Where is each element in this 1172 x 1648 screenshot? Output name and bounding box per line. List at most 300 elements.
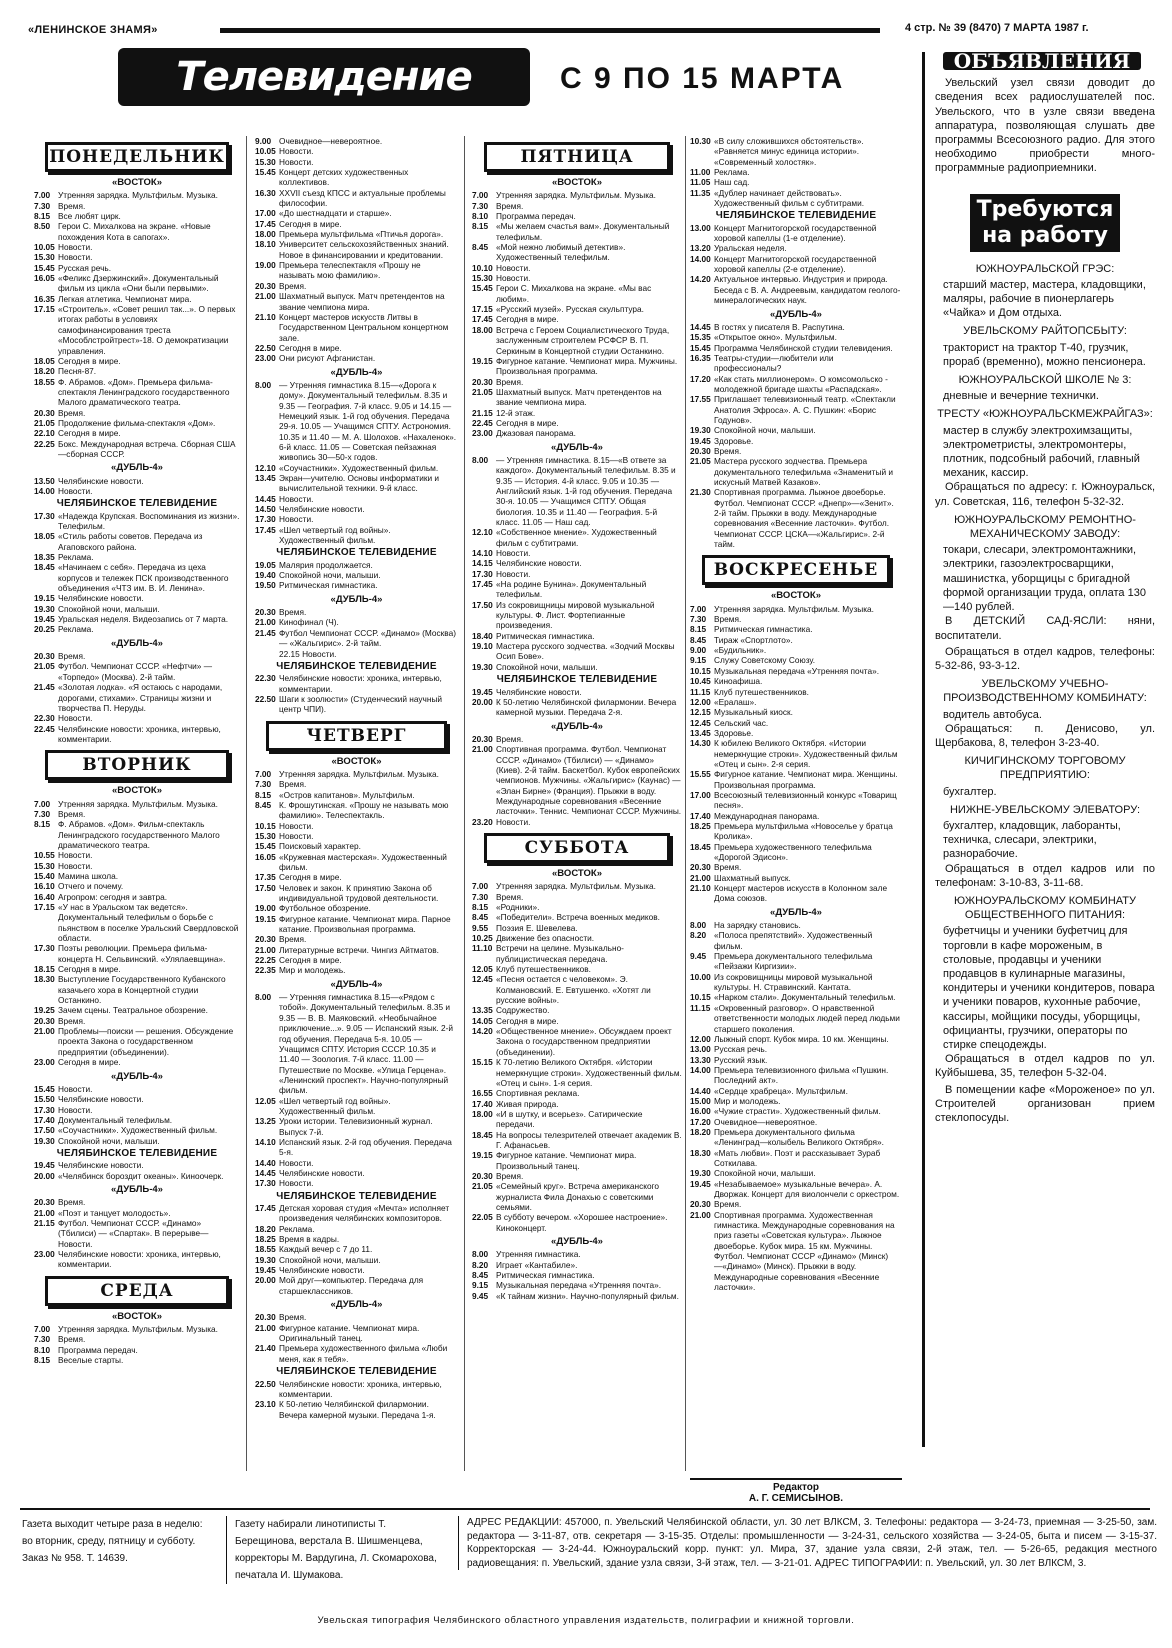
- program-time: 8.15: [472, 902, 489, 912]
- program-time: 17.15: [34, 902, 55, 912]
- program-title: Спокойной ночи, малыши.: [279, 1254, 381, 1265]
- program-title: Новости.: [279, 1157, 314, 1168]
- editor-name: А. Г. СЕМИСЫНОВ.: [748, 1493, 844, 1504]
- program-time: 17.30: [255, 514, 276, 525]
- program-item: [472, 1026, 682, 1057]
- program-time: 21.00: [690, 872, 711, 883]
- program-item: [255, 1255, 458, 1265]
- program-title: Русская речь.: [58, 262, 112, 273]
- program-title: Шаги к зоолюсти» (Студенческий научный центр ЧПИ).: [279, 693, 443, 715]
- program-title: Клуб путешественников.: [496, 964, 591, 975]
- program-title: «Челябинск бороздит океаны». Киноочерк.: [58, 1170, 224, 1181]
- program-item: [34, 1218, 240, 1249]
- program-item: [690, 930, 902, 951]
- program-item: [255, 188, 458, 209]
- program-title: «Дублер начинает действовать». Художественный фильм с субтитрами.: [714, 187, 865, 209]
- program-title: Они рисуют Афганистан.: [279, 353, 376, 364]
- program-time: 17.30: [34, 943, 55, 954]
- program-time: 17.00: [255, 208, 276, 219]
- program-item: [255, 1265, 458, 1275]
- program-title: Новости.: [279, 146, 314, 157]
- program-title: Футбол. Чемпионат СССР. «Динамо» (Тбилиси) — «Спартак». В перерыве—Новости.: [58, 1217, 209, 1249]
- program-item: [690, 873, 902, 883]
- program-time: 19.25: [34, 1005, 55, 1016]
- program-item: [34, 682, 240, 713]
- program-title: Время.: [58, 1334, 86, 1345]
- program-title: Спортивная программа. Футбол. Чемпионат СССР. «Динамо» (Тбилиси) — «Динамо» (Киев). 2-й тайм. Баскетбол. Кубок европейских чемпионов. Мужчины. «Жальгирис» (Каунас) — «Элан Бирне» (Франция). Прыжки в воду. Международные соревнования «Весенние ласточки». Теннис. Чемпионат СССР. Мужчины.: [496, 744, 682, 817]
- program-item: [690, 243, 902, 253]
- program-item: [34, 1324, 240, 1334]
- program-time: 15.45: [34, 262, 55, 273]
- program-item: [472, 744, 682, 816]
- program-title: Время.: [714, 614, 742, 625]
- program-time: 10.15: [255, 820, 276, 831]
- program-time: 14.05: [472, 1015, 493, 1026]
- program-title: «Как стать миллионером». О комсомольско - молодежной бригаде шахты «Распадская».: [714, 373, 888, 394]
- program-item: [472, 1016, 682, 1026]
- program-time: 15.45: [34, 1083, 55, 1094]
- program-item: [472, 1109, 682, 1130]
- program-title: Из сокровищницы мировой музыкальной культуры. Н. Стравинский. Кантата.: [714, 971, 873, 993]
- program-time: 14.45: [255, 493, 276, 504]
- program-item: [34, 943, 240, 964]
- employer-title: УВЕЛЬСКОМУ УЧЕБНО-ПРОИЗВОДСТВЕННОМУ КОМБИНАТУ:: [943, 678, 1147, 705]
- day-title: ВТОРНИК: [45, 750, 228, 780]
- program-item: [34, 1026, 240, 1057]
- channel-title: «ДУБЛЬ-4»: [770, 308, 822, 320]
- program-time: 14.45: [690, 321, 711, 332]
- program-item: [255, 1399, 458, 1420]
- program-item: [472, 902, 682, 912]
- program-title: Премьера художественного телефильма «Дорогой Эдисон».: [714, 841, 872, 862]
- program-item: [34, 1249, 240, 1270]
- program-title: Время.: [279, 280, 307, 291]
- program-list: [255, 136, 458, 364]
- program-item: [472, 1057, 682, 1088]
- program-item: [472, 933, 682, 943]
- program-title: Содружество.: [496, 1005, 550, 1016]
- program-item: [34, 624, 240, 634]
- channel-title: «ВОСТОК»: [331, 755, 382, 767]
- program-item: [34, 242, 240, 252]
- job-list: бухгалтер.: [943, 785, 997, 798]
- program-title: Новости.: [58, 485, 93, 496]
- program-title: Премьера телеспектакля «Прошу не называть мою фамилию».: [279, 260, 421, 281]
- program-time: 16.55: [472, 1088, 493, 1099]
- program-item: [255, 281, 458, 291]
- program-title: Агропром: сегодня и завтра.: [58, 891, 168, 902]
- program-item: [472, 211, 682, 221]
- program-title: Футбол. Чемпионат СССР. «Нефтчи» — «Торпедо» (Москва). 2-й тайм.: [58, 661, 212, 682]
- program-time: 21.15: [34, 1217, 55, 1228]
- program-time: 9.00: [255, 136, 272, 146]
- program-title: Мир и молодежь.: [714, 1095, 781, 1106]
- program-item: [472, 387, 682, 408]
- program-time: 15.55: [690, 769, 711, 780]
- channel-title: «ВОСТОК»: [552, 177, 602, 188]
- program-item: [472, 428, 682, 438]
- program-time: 10.45: [690, 676, 711, 687]
- program-item: [255, 260, 458, 281]
- program-title: Малярия продолжается.: [279, 559, 373, 570]
- program-time: 10.15: [690, 992, 711, 1003]
- program-title: Премьера мультфильма «Птичья дорога».: [279, 229, 444, 240]
- program-item: [255, 779, 458, 789]
- program-title: «Надежда Крупская. Воспоминания из жизни». Телефильм.: [58, 510, 240, 531]
- program-time: 19.45: [472, 686, 493, 697]
- schedule-text: Газета выходит четыре раза в неделю: во вторник, среду, пятницу и субботу.: [22, 1519, 203, 1547]
- program-list: [255, 1203, 458, 1296]
- program-item: [472, 1171, 682, 1181]
- program-list: [34, 799, 240, 1068]
- program-title: «Шел четвертый год войны». Художественный фильм.: [279, 1095, 391, 1116]
- program-title: Движение без опасности.: [496, 933, 595, 944]
- program-time: 10.05: [255, 146, 276, 157]
- program-title: «Полоса препятствий». Художественный фильм.: [714, 930, 873, 951]
- program-title: Новости.: [58, 860, 93, 871]
- program-title: Русская речь.: [714, 1044, 768, 1055]
- program-time: 15.45: [472, 283, 493, 294]
- section-title: ЧЕЛЯБИНСКОЕ ТЕЛЕВИДЕНИЕ: [715, 210, 877, 222]
- program-title: «Общественное мнение». Обсуждаем проект Закона о государственном предприятии (объединении).: [496, 1026, 672, 1057]
- day-title: ПЯТНИЦА: [484, 142, 671, 172]
- program-time: 12.05: [472, 964, 493, 975]
- program-time: 8.20: [472, 1259, 489, 1270]
- program-item: [34, 1345, 240, 1355]
- program-item: [34, 1208, 240, 1218]
- program-title: Футбольное обозрение.: [279, 903, 371, 914]
- program-title: Реклама.: [58, 552, 94, 563]
- program-title: «Незабываемое» музыкальные вечера». А. Дворжак. Концерт для виолончели с оркестром.: [714, 1178, 900, 1199]
- program-item: [34, 428, 240, 438]
- program-item: [34, 418, 240, 428]
- program-time: 7.30: [34, 1334, 51, 1345]
- program-time: 21.00: [472, 744, 493, 755]
- program-title: Мир и молодежь.: [279, 965, 346, 976]
- program-title: Новости.: [279, 820, 314, 831]
- program-item: [34, 1105, 240, 1115]
- program-item: [472, 881, 682, 891]
- program-title: Новости.: [279, 514, 314, 525]
- program-time: 14.15: [472, 558, 493, 569]
- program-time: [255, 649, 279, 659]
- program-time: 8.00: [255, 379, 272, 390]
- program-title: Время.: [714, 862, 742, 873]
- program-item: [690, 374, 902, 395]
- program-list: [34, 1324, 240, 1365]
- program-item: [690, 604, 902, 614]
- program-item: [255, 353, 458, 363]
- program-time: 13.25: [255, 1116, 276, 1127]
- program-item: [34, 964, 240, 974]
- program-time: 8.15: [34, 211, 51, 222]
- program-item: [34, 1125, 240, 1135]
- program-time: 21.00: [255, 617, 276, 628]
- program-item: [34, 1016, 240, 1026]
- program-item: [34, 486, 240, 496]
- program-title: К 70-летию Великого Октября. «Истории немеркнущие строки». Художественный фильм. «Отец и сын». 1-я серия.: [496, 1057, 682, 1088]
- program-item: [255, 473, 458, 494]
- program-title: «Поэт и танцует молодость».: [58, 1207, 171, 1218]
- program-item: [34, 294, 240, 304]
- program-title: Фигурное катание. Чемпионат мира. Женщины. Произвольная программа.: [714, 769, 898, 790]
- program-title: «Феликс Дзержинский». Документальный фильм из цикла «Они были первыми».: [58, 273, 219, 294]
- program-list: [472, 881, 682, 1233]
- program-title: Ф. Абрамов. «Дом». Фильм-спектакль Ленинградского государственного Малого драматического театра.: [58, 819, 220, 850]
- program-time: 17.30: [34, 510, 55, 521]
- program-item: [34, 902, 240, 943]
- program-time: 13.45: [255, 473, 276, 483]
- program-list: [690, 223, 902, 306]
- program-title: «Соучастники». Художественный фильм.: [279, 462, 439, 473]
- program-title: Всесоюзный телевизионный конкурс «Товарищ песня».: [714, 789, 897, 811]
- program-item: [34, 304, 240, 356]
- job-list: тракторист на трактор Т-40, грузчик, прораб (временно), можно пенсионера.: [943, 341, 1146, 368]
- program-item: [690, 254, 902, 275]
- program-time: 18.20: [255, 1223, 276, 1234]
- program-time: 18.45: [472, 1129, 493, 1140]
- program-title: «Мы желаем счастья вам». Документальный телефильм.: [496, 221, 670, 242]
- program-time: 19.15: [255, 913, 276, 924]
- program-item: [255, 628, 458, 649]
- program-item: [690, 487, 902, 549]
- program-title: Поэзия Е. Шевелева.: [496, 922, 578, 933]
- program-time: 20.00: [472, 696, 493, 707]
- program-item: [690, 1199, 902, 1209]
- program-title: Реклама.: [58, 624, 94, 635]
- program-title: Челябинские новости: хроника, интервью, комментарии.: [58, 723, 221, 744]
- day-title: ЧЕТВЕРГ: [266, 721, 447, 751]
- program-time: 18.05: [34, 531, 55, 542]
- tv-title: Телевидение: [118, 48, 530, 106]
- program-time: 20.30: [472, 1170, 493, 1181]
- program-time: 8.10: [34, 1344, 51, 1355]
- program-time: 13.50: [34, 475, 55, 486]
- editor-role: Редактор: [773, 1482, 819, 1493]
- program-item: [690, 842, 902, 863]
- channel-title: «ДУБЛЬ-4»: [551, 1236, 603, 1247]
- program-item: [34, 724, 240, 745]
- program-time: 16.35: [690, 352, 711, 363]
- program-time: 18.30: [34, 974, 55, 985]
- channel-title: «ДУБЛЬ-4»: [330, 366, 383, 378]
- program-item: [690, 223, 902, 244]
- program-item: [255, 649, 458, 659]
- program-time: 8.15: [34, 1355, 51, 1366]
- program-title: Челябинские новости.: [58, 1160, 144, 1171]
- program-time: 16.30: [255, 187, 276, 198]
- program-time: 17.40: [690, 810, 711, 821]
- program-time: 20.30: [34, 1015, 55, 1026]
- program-item: [255, 1275, 458, 1296]
- program-title: Детская хоровая студия «Мечта» исполняет произведения челябинских композиторов.: [279, 1203, 450, 1224]
- employer-title: КИЧИГИНСКОМУ ТОРГОВОМУ ПРЕДПРИЯТИЮ:: [964, 755, 1126, 782]
- program-item: [255, 992, 458, 1095]
- program-item: [472, 923, 682, 933]
- program-title: Челябинские новости.: [279, 504, 365, 515]
- program-title: Международная панорама.: [714, 810, 820, 821]
- program-time: 13.35: [472, 1005, 493, 1016]
- program-title: Концерт мастеров искусств Литвы в Государственном Центральном концертном зале.: [279, 311, 449, 343]
- program-title: Челябинские новости.: [58, 593, 144, 604]
- program-title: Время.: [496, 1170, 524, 1181]
- program-item: [690, 1086, 902, 1096]
- program-time: 17.35: [255, 872, 276, 883]
- program-time: 7.00: [34, 1324, 51, 1335]
- program-title: Зачем сцены. Театральное обозрение.: [58, 1005, 208, 1016]
- program-title: Реклама.: [714, 167, 750, 178]
- program-time: 22.30: [34, 713, 55, 724]
- program-title: «И в шутку, и всерьез». Сатирические передачи.: [496, 1108, 643, 1130]
- program-item: [472, 1130, 682, 1151]
- program-time: 19.00: [255, 903, 276, 914]
- day-title: ВОСКРЕСЕНЬЕ: [702, 555, 890, 585]
- channel-title: «ДУБЛЬ-4»: [111, 637, 163, 649]
- program-title: «Нарком стали». Документальный телефильм.: [714, 992, 896, 1003]
- program-list: [472, 1249, 682, 1301]
- program-time: 18.25: [255, 1234, 276, 1245]
- program-title: В гостях у писателя В. Распутина.: [714, 321, 845, 332]
- program-time: 19.40: [255, 570, 276, 581]
- program-time: 10.05: [34, 242, 55, 253]
- program-time: 18.20: [34, 366, 55, 377]
- program-title: Челябинские новости.: [279, 1265, 365, 1276]
- program-title: Новости.: [279, 1178, 314, 1189]
- program-title: Ритмическая гимнастика.: [496, 1270, 595, 1281]
- program-item: [34, 408, 240, 418]
- program-item: [690, 1179, 902, 1200]
- program-time: 8.45: [472, 1270, 489, 1281]
- program-item: [690, 951, 902, 972]
- program-time: 9.45: [690, 951, 707, 962]
- program-title: Время.: [496, 376, 524, 387]
- program-time: 18.40: [472, 630, 493, 641]
- staff-credits: Газету набирали линотиписты Т. Берещинова, верстала В. Шишменцева, корректоры М. Вардугина, Л. Скомарохова, печатала И. Шумакова.: [226, 1516, 445, 1584]
- program-time: 11.00: [690, 167, 711, 178]
- editorial-address: АДРЕС РЕДАКЦИИ: 457000, п. Увельский Челябинской области, ул. 30 лет ВЛКСМ, 3. Телефоны: редактора — 3-24-73, приемная — 3-25-50, зам. редактора — 3-11-87, отв. секретаря — 3-15-35. Отделы: промышленности — 3-24-31, сельского хозяйства — 3-24-05, быта и писем — 3-15-37. Корректорская — 3-24-44. Южноуральский корр. пункт: ул. Мира, 37, здание узла связи, 2-й этаж, тел. — 5-26-65, редакция местного радиовещания: п. Увельский, здание узла связи, 3-й этаж, тел. — 3-21-01. АДРЕС ТИПОГРАФИИ: п. Увельский, ул. 30 лет ВЛКСМ, 3.: [458, 1516, 1157, 1570]
- program-time: 21.45: [34, 682, 55, 693]
- program-title: Бокс. Международная встреча. Сборная США—сборная СССР.: [58, 438, 236, 459]
- program-item: [472, 263, 682, 273]
- program-time: 8.10: [472, 211, 489, 222]
- channel-title: «ДУБЛЬ-4»: [551, 441, 603, 453]
- program-item: [472, 242, 682, 263]
- program-item: [34, 201, 240, 211]
- program-title: Играет «Кантабиле».: [496, 1259, 578, 1270]
- program-title: Новости.: [496, 548, 531, 559]
- program-title: Время.: [496, 200, 524, 211]
- program-title: Премьера телевизионного фильма «Пушкин. Последний акт».: [714, 1064, 889, 1086]
- program-list: [34, 476, 240, 497]
- channel-title: «ДУБЛЬ-4»: [111, 1070, 163, 1082]
- program-time: 17.40: [472, 1098, 493, 1109]
- newspaper-name: «ЛЕНИНСКОЕ ЗНАМЯ»: [28, 24, 158, 36]
- program-title: Живая природа.: [496, 1098, 559, 1109]
- program-title: Герои С. Михалкова на экране. «Новые похождения Кота в сапогах».: [58, 221, 211, 242]
- program-time: 13.00: [690, 1044, 711, 1055]
- program-time: 15.45: [690, 342, 711, 353]
- program-title: Челябинские новости.: [279, 1167, 365, 1178]
- program-item: [255, 239, 458, 260]
- program-item: [255, 504, 458, 514]
- program-time: 10.55: [34, 850, 55, 861]
- program-title: «Песня остается с человеком». Э. Колмановский. Е. Евтушенко. «Хотят ли русские войны».: [496, 974, 651, 1006]
- program-item: [690, 136, 902, 167]
- program-title: Шахматный выпуск. Матч претендентов на звание чемпиона мира.: [279, 291, 445, 312]
- program-time: 14.00: [34, 485, 55, 496]
- program-title: 12-й этаж.: [496, 407, 536, 418]
- program-time: 15.30: [472, 273, 493, 284]
- program-title: Спокойной ночи, малыши.: [58, 1135, 160, 1146]
- program-title: Встреча с Героем Социалистического Труда, заслуженным строителем РСФСР В. П. Серкиным в Концертной студии Останкино.: [496, 324, 670, 356]
- program-item: [472, 548, 682, 558]
- program-time: 9.15: [690, 655, 707, 666]
- channel-title: «ДУБЛЬ-4»: [330, 978, 383, 990]
- program-title: Фигурное катание. Чемпионат мира. Парное катание. Произвольная программа.: [279, 913, 451, 935]
- program-title: К. Фрошутинская. «Прошу не называть мою фамилию». Телеспектакль.: [279, 799, 449, 821]
- program-item: [34, 661, 240, 682]
- program-title: Лыжный спорт. Кубок мира. 10 км. Женщины.: [714, 1033, 889, 1044]
- program-title: Из сокровищницы мировой музыкальной культуры. Ф. Лист. Фортепианные произведения.: [496, 599, 655, 631]
- contact-info: Обращаться в отдел кадров, телефоны: 5-32-86, 93-3-12.: [935, 645, 1155, 672]
- program-list: [690, 920, 902, 1292]
- program-time: 19.30: [34, 603, 55, 614]
- program-item: [255, 525, 458, 546]
- column-divider: [685, 136, 686, 1471]
- program-time: 10.25: [472, 933, 493, 944]
- printer-footer: Увельская типография Челябинского областного управления издательств, полиграфии и книжной торговли.: [317, 1615, 855, 1626]
- program-time: 8.15: [34, 819, 51, 830]
- program-title: Премьера художественного фильма «Люби меня, как я тебя».: [279, 1343, 448, 1364]
- program-title: Спокойной ночи, малыши.: [714, 1168, 816, 1179]
- program-time: 23.00: [34, 1249, 55, 1259]
- program-time: 21.05: [472, 1181, 493, 1192]
- program-title: Утренняя зарядка. Мультфильм. Музыка.: [58, 190, 218, 201]
- program-time: 22.50: [255, 1378, 276, 1389]
- program-item: [472, 221, 682, 242]
- program-title: Концерт Магнитогорской государственной хоровой капеллы (1-е отделение).: [714, 222, 877, 244]
- program-title: Утренняя зарядка. Мультфильм. Музыка.: [714, 603, 874, 614]
- bottom-rule: [20, 1508, 1150, 1510]
- program-title: «На родине Бунина». Документальный телефильм.: [496, 579, 647, 600]
- program-title: Приглашает телевизионный театр. «Спектакли Анатолия Эфроса». А. С. Пушкин: «Борис Годунов».: [714, 394, 896, 425]
- column-3: [472, 136, 682, 1472]
- program-item: [472, 408, 682, 418]
- program-title: Утренняя зарядка. Мультфильм. Музыка.: [279, 768, 439, 779]
- program-time: 10.30: [690, 136, 711, 146]
- program-item: [255, 617, 458, 627]
- program-title: Сегодня в мире.: [58, 1057, 121, 1068]
- channel-title: «ВОСТОК»: [112, 785, 162, 797]
- program-item: [34, 552, 240, 562]
- program-time: 13.00: [690, 222, 711, 233]
- program-item: [255, 1224, 458, 1234]
- program-time: 7.30: [255, 779, 272, 790]
- section-title: ЧЕЛЯБИНСКОЕ ТЕЛЕВИДЕНИЕ: [276, 660, 437, 672]
- program-item: [34, 861, 240, 871]
- program-title: — Утренняя гимнастика 8.15—«Дорога к дому». Документальный телефильм. 8.35 и 9.35 — География. 7-й класс. 9.05 и 14.15 — Немецкий язык. 1-й год обучения. Передача 29-я. 10.05 — Учащимся СПТУ. Астрономия. 10.35 и 11.40 — М. А. Шолохов. «Нахаленок». 6-й класс. 11.05 — Советская пейзажная живопись 30—50-х годов.: [279, 379, 456, 463]
- program-item: [34, 562, 240, 593]
- program-title: Сегодня в мире.: [279, 218, 342, 229]
- program-time: 22.50: [255, 693, 276, 704]
- program-time: 8.45: [472, 912, 489, 923]
- program-item: [690, 738, 902, 769]
- employer-title: ЮЖНОУРАЛЬСКОМУ РЕМОНТНО-МЕХАНИЧЕСКОМУ ЗАВОДУ:: [954, 513, 1136, 541]
- program-time: 17.45: [255, 218, 276, 229]
- program-title: Новости.: [279, 493, 314, 504]
- program-item: [690, 920, 902, 930]
- program-item: [472, 964, 682, 974]
